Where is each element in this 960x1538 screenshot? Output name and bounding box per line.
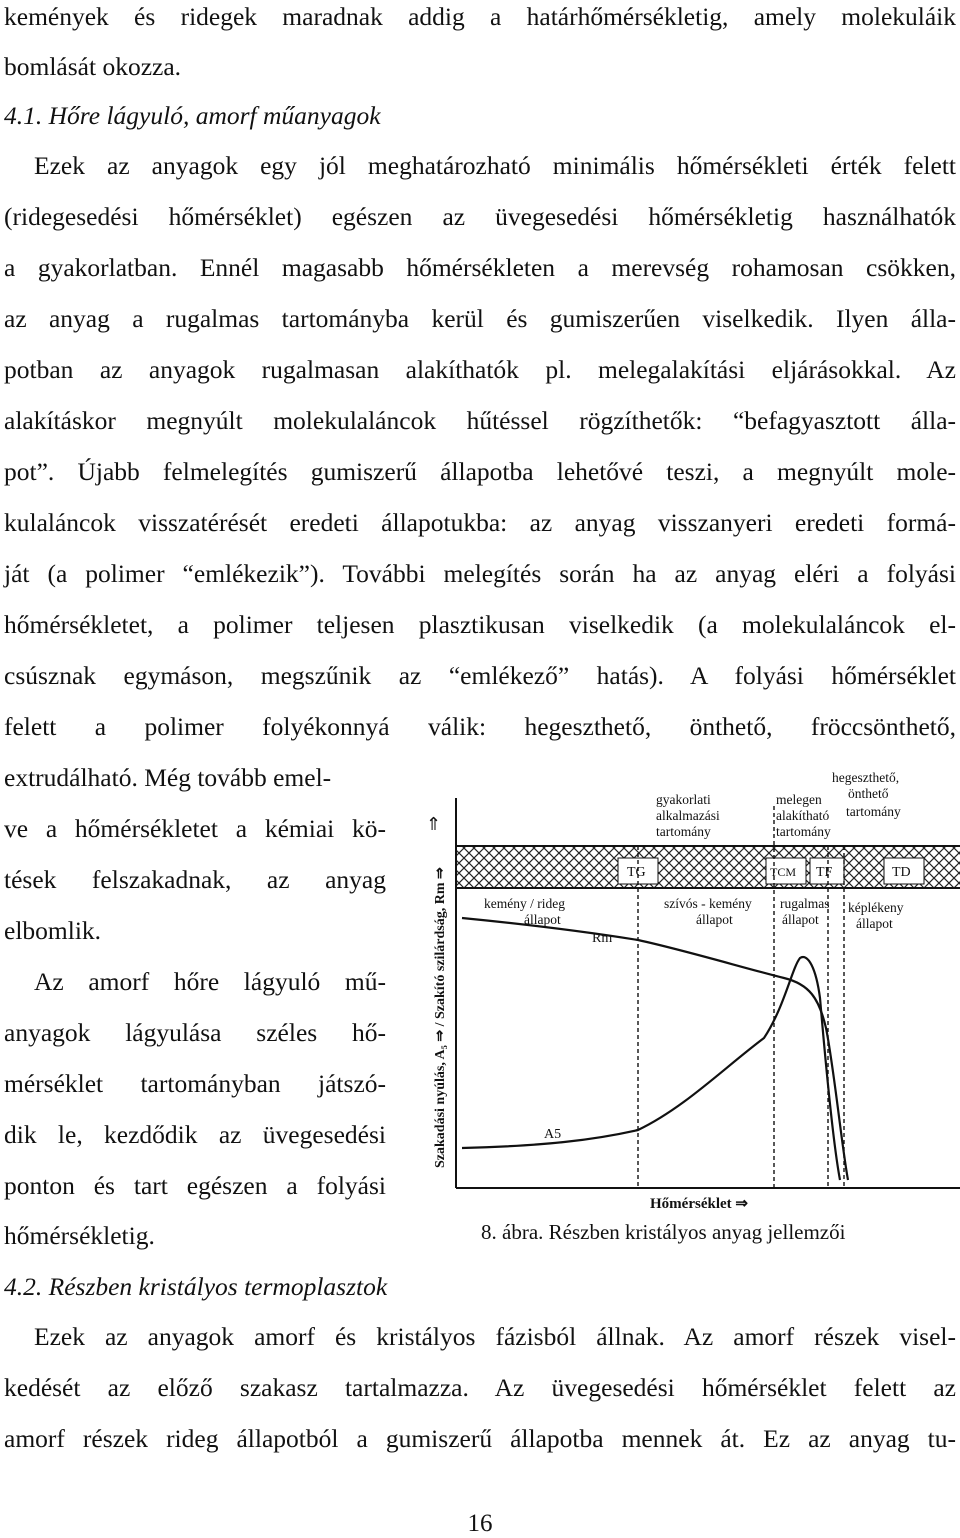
svg-text:tartomány: tartomány bbox=[846, 804, 901, 819]
section-heading: 4.1. Hőre lágyuló, amorf műanyagok bbox=[4, 101, 381, 130]
text-line: hőmérsékletet, a polimer teljesen plasztikusan viselkedik (a molekulaláncok el- bbox=[4, 610, 956, 639]
state-labels bbox=[484, 896, 904, 931]
text-line: kemények és ridegek maradnak addig a határhőmérsékletig, amely molekuláik bbox=[4, 2, 956, 31]
svg-text:állapot: állapot bbox=[782, 912, 819, 927]
svg-text:tartomány: tartomány bbox=[776, 824, 831, 839]
text-line: az anyag a rugalmas tartományba kerül és gumiszerűen viselkedik. Ilyen álla- bbox=[4, 304, 956, 333]
top-region-labels bbox=[656, 770, 901, 839]
svg-text:állapot: állapot bbox=[524, 912, 561, 927]
text-line: ve a hőmérsékletet a kémiai kö- bbox=[4, 814, 386, 843]
svg-text:alkalmazási: alkalmazási bbox=[656, 808, 720, 823]
x-axis-label: Hőmérséklet ⇒ bbox=[650, 1196, 748, 1212]
svg-text:hegeszthető,: hegeszthető, bbox=[832, 770, 900, 785]
td-label: TD bbox=[892, 865, 911, 880]
text-line: elbomlik. bbox=[4, 916, 102, 945]
figure-caption: 8. ábra. Részben kristályos anyag jellemzői bbox=[481, 1220, 846, 1244]
diagram-svg bbox=[424, 768, 960, 1213]
text-line: extrudálható. Még tovább emel- bbox=[4, 763, 332, 792]
tcm-label: TCM bbox=[770, 865, 797, 879]
text-line: hőmérsékletig. bbox=[4, 1221, 155, 1250]
tg-label: TG bbox=[627, 865, 646, 880]
text-line: Ezek az anyagok amorf és kristályos fázisból állnak. Az amorf részek visel- bbox=[34, 1322, 956, 1351]
a5-label: A5 bbox=[544, 1127, 562, 1142]
text-line: anyagok lágyulása széles hő- bbox=[4, 1018, 386, 1047]
svg-text:melegen: melegen bbox=[776, 792, 822, 807]
strength-curve bbox=[462, 918, 848, 1180]
text-line: amorf részek rideg állapotból a gumiszerű állapotba mennek át. Ez az anyag tu- bbox=[4, 1424, 956, 1453]
text-line: bomlását okozza. bbox=[4, 52, 182, 81]
text-line: felett a polimer folyékonnyá válik: hegeszthető, önthető, fröccsönthető, bbox=[4, 712, 956, 741]
text-line: ját (a polimer “emlékezik”). További melegítés során ha az anyag eléri a folyási bbox=[4, 559, 956, 588]
text-line: tések felszakadnak, az anyag bbox=[4, 865, 386, 894]
text-line: Az amorf hőre lágyuló mű- bbox=[34, 967, 386, 996]
up-arrow-icon: ⇑ bbox=[426, 814, 442, 834]
svg-text:állapot: állapot bbox=[696, 912, 733, 927]
section-heading: 4.2. Részben kristályos termoplasztok bbox=[4, 1272, 388, 1301]
svg-text:szívós - kemény: szívós - kemény bbox=[664, 896, 752, 911]
text-line: a gyakorlatban. Ennél magasabb hőmérsékleten a merevség rohamosan csökken, bbox=[4, 253, 956, 282]
rm-label: Rm bbox=[592, 931, 613, 946]
page-number: 16 bbox=[467, 1510, 493, 1537]
svg-text:gyakorlati: gyakorlati bbox=[656, 792, 711, 807]
figure-temperature-diagram bbox=[424, 768, 960, 1213]
text-line: kedését az előző szakasz tartalmazza. Az üvegesedési hőmérséklet felett az bbox=[4, 1373, 956, 1402]
svg-text:alakítható: alakítható bbox=[776, 808, 830, 823]
y-axis-label bbox=[433, 867, 448, 1168]
text-line: alakításkor megnyúlt molekulaláncok hűtéssel rögzíthetők: “befagyasztott álla- bbox=[4, 406, 956, 435]
text-line: ponton és tart egészen a folyási bbox=[4, 1171, 386, 1200]
svg-text:kemény / rideg: kemény / rideg bbox=[484, 896, 565, 911]
text-line: (ridegesedési hőmérséklet) egészen az üvegesedési hőmérsékletig használhatók bbox=[4, 202, 956, 231]
svg-text:tartomány: tartomány bbox=[656, 824, 711, 839]
text-line: csúsznak egymáson, megszűnik az “emlékező” hatás). A folyási hőmérséklet bbox=[4, 661, 956, 690]
svg-text:állapot: állapot bbox=[856, 916, 893, 931]
svg-text:képlékeny: képlékeny bbox=[848, 900, 904, 915]
text-line: dik le, kezdődik az üvegesedési bbox=[4, 1120, 386, 1149]
text-line: kulaláncok visszatérését eredeti állapotukba: az anyag visszanyeri eredeti formá- bbox=[4, 508, 956, 537]
text-line: mérséklet tartományban játszó- bbox=[4, 1069, 386, 1098]
svg-text:rugalmas: rugalmas bbox=[780, 896, 830, 911]
tf-label: TF bbox=[816, 865, 833, 880]
svg-text:önthető: önthető bbox=[848, 786, 889, 801]
text-line: pot”. Újabb felmelegítés gumiszerű állapotba lehetővé teszi, a megnyúlt mole- bbox=[4, 457, 956, 486]
text-line: Ezek az anyagok egy jól meghatározható minimális hőmérsékleti érték felett bbox=[34, 151, 956, 180]
elongation-curve bbox=[462, 957, 840, 1180]
svg-text:Szakadási nyúlás, A₅ ⇒ / Szakí: Szakadási nyúlás, A₅ ⇒ / Szakító szilárdság, Rm ⇒ bbox=[433, 867, 448, 1168]
text-line: potban az anyagok rugalmasan alakíthatók pl. melegalakítási eljárásokkal. Az bbox=[4, 355, 956, 384]
